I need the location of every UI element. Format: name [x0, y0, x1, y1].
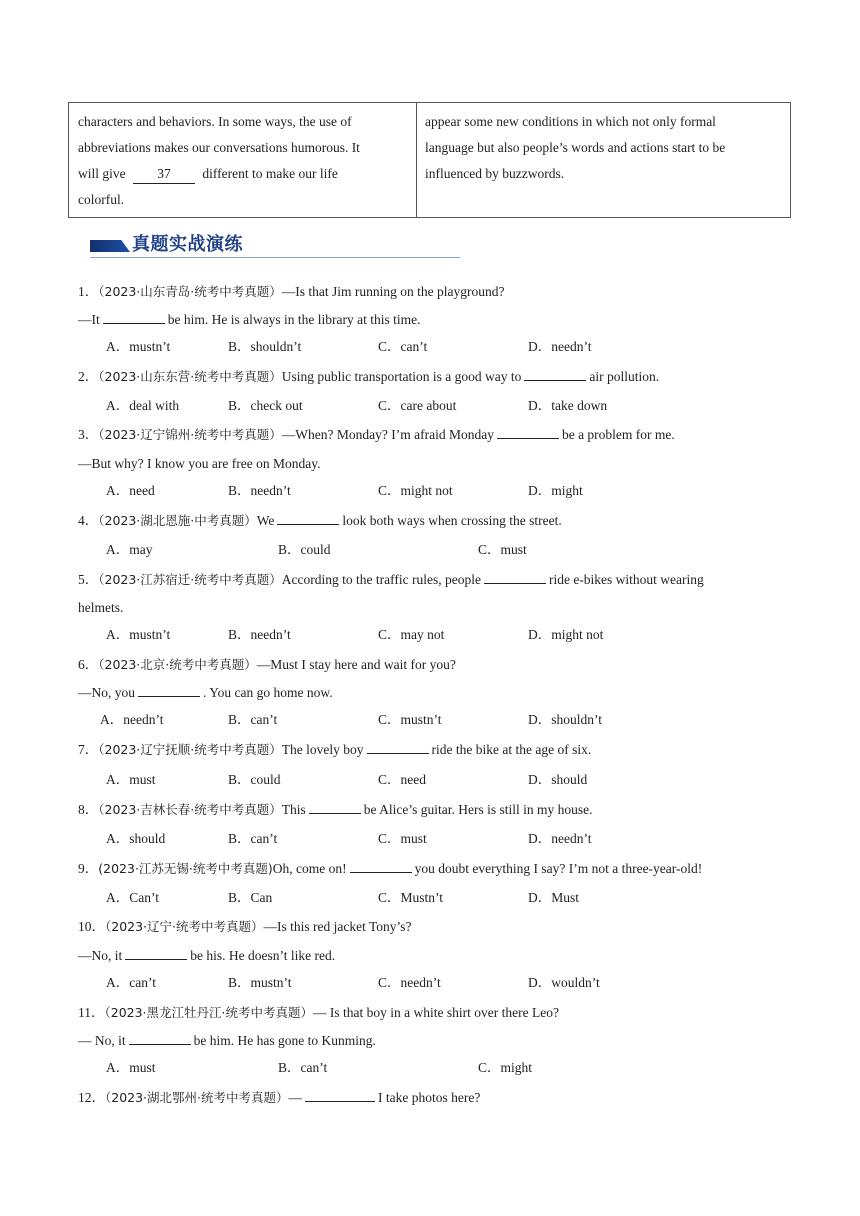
- answer-option[interactable]: A．needn’t: [100, 712, 164, 727]
- answer-option[interactable]: C．need: [378, 772, 426, 787]
- answer-option[interactable]: C．must: [478, 542, 527, 557]
- answer-option[interactable]: A．can’t: [106, 975, 156, 990]
- question-text: —Is that Jim running on the playground?: [281, 284, 505, 299]
- answer-option[interactable]: D．needn’t: [528, 831, 592, 846]
- answer-option[interactable]: D．should: [528, 772, 588, 787]
- answer-blank[interactable]: [103, 311, 165, 324]
- question-stem: [78, 283, 504, 301]
- question-continuation: [78, 1032, 376, 1050]
- question-text: The lovely boy: [281, 742, 364, 757]
- question-continuation: [78, 311, 420, 329]
- answer-option[interactable]: C．mustn’t: [378, 712, 442, 727]
- question-text: —Is this red jacket Tony’s?: [263, 919, 412, 934]
- answer-blank[interactable]: [524, 368, 586, 381]
- answer-blank[interactable]: [125, 947, 187, 960]
- answer-option[interactable]: B．can’t: [228, 712, 278, 727]
- question-stem: [78, 1004, 559, 1022]
- passage-line: characters and behaviors. In some ways, the use of: [78, 114, 352, 129]
- answer-option[interactable]: A．deal with: [106, 398, 180, 413]
- answer-option[interactable]: B．needn’t: [228, 483, 291, 498]
- question-number: 5．: [78, 572, 99, 587]
- question-source: （2023·辽宁锦州·统考中考真题）: [98, 427, 282, 442]
- question-stem: [78, 918, 412, 936]
- question-source: （2023·山东东营·统考中考真题）: [98, 369, 282, 384]
- answer-blank[interactable]: [367, 741, 429, 754]
- answer-option[interactable]: B．needn’t: [228, 627, 291, 642]
- answer-blank[interactable]: [129, 1032, 191, 1045]
- answer-option[interactable]: D．wouldn’t: [528, 975, 600, 990]
- answer-option[interactable]: C．can’t: [378, 339, 428, 354]
- answer-option[interactable]: B．can’t: [278, 1060, 328, 1075]
- question-text: be his. He doesn’t like red.: [190, 948, 336, 963]
- passage-left-column: [69, 103, 417, 217]
- question-stem: [78, 571, 704, 589]
- answer-blank[interactable]: [497, 426, 559, 439]
- question-stem: [78, 512, 562, 530]
- answer-option[interactable]: A．may: [106, 542, 153, 557]
- question-continuation: —But why? I know you are free on Monday.: [78, 456, 321, 471]
- question-text: We: [256, 513, 275, 528]
- answer-blank[interactable]: [277, 512, 339, 525]
- question-number: 8．: [78, 802, 99, 817]
- question-stem: [78, 860, 702, 878]
- question-source: （2023·江苏宿迁·统考中考真题）: [98, 572, 282, 587]
- passage-line: abbreviations makes our conversations humorous. It: [78, 140, 360, 155]
- answer-option[interactable]: C．might not: [378, 483, 453, 498]
- question-text: be a problem for me.: [561, 427, 675, 442]
- question-number: 7．: [78, 742, 99, 757]
- passage-right-column: [417, 103, 790, 217]
- banner-underline: [90, 257, 460, 258]
- question-stem: [78, 1089, 480, 1107]
- question-text: ride the bike at the age of six.: [431, 742, 592, 757]
- question-text: —No, it: [78, 948, 123, 963]
- answer-option[interactable]: B．could: [278, 542, 331, 557]
- question-source: （2023·山东青岛·统考中考真题）: [98, 284, 282, 299]
- answer-option[interactable]: D．might: [528, 483, 583, 498]
- question-text: —When? Monday? I’m afraid Monday: [281, 427, 494, 442]
- question-text: be him. He has gone to Kunming.: [193, 1033, 376, 1048]
- question-text: you doubt everything I say? I’m not a three-year-old!: [414, 861, 703, 876]
- answer-option[interactable]: A．mustn’t: [106, 339, 171, 354]
- question-text: Using public transportation is a good way to: [281, 369, 522, 384]
- question-text: be him. He is always in the library at this time.: [167, 312, 421, 327]
- answer-option[interactable]: A．must: [106, 1060, 156, 1075]
- passage-line: colorful.: [78, 192, 125, 207]
- answer-option[interactable]: C．Mustn’t: [378, 890, 444, 905]
- answer-option[interactable]: A．Can’t: [106, 890, 159, 905]
- question-text: — No, it: [78, 1033, 126, 1048]
- question-text: . You can go home now.: [203, 685, 333, 700]
- question-text: —: [288, 1090, 303, 1105]
- question-number: 2．: [78, 369, 99, 384]
- answer-blank[interactable]: [138, 684, 200, 697]
- question-number: 3．: [78, 427, 99, 442]
- passage-line: appear some new conditions in which not only formal: [425, 114, 716, 129]
- question-source: （2023·辽宁·统考中考真题）: [105, 919, 264, 934]
- passage-line: will give 37 different to make our life: [78, 161, 408, 187]
- answer-option[interactable]: D．might not: [528, 627, 604, 642]
- question-stem: [78, 368, 659, 386]
- answer-option[interactable]: B．shouldn’t: [228, 339, 302, 354]
- question-text: look both ways when crossing the street.: [342, 513, 562, 528]
- question-number: 1．: [78, 284, 99, 299]
- question-stem: [78, 426, 675, 444]
- answer-option[interactable]: D．take down: [528, 398, 608, 413]
- answer-option[interactable]: C．needn’t: [378, 975, 441, 990]
- answer-blank[interactable]: [305, 1089, 375, 1102]
- answer-blank[interactable]: [484, 571, 546, 584]
- question-text: I take photos here?: [378, 1090, 481, 1105]
- question-text: This: [281, 802, 306, 817]
- question-text: According to the traffic rules, people: [281, 572, 481, 587]
- answer-option[interactable]: B．can’t: [228, 831, 278, 846]
- question-source: （2023·辽宁抚顺·统考中考真题）: [98, 742, 282, 757]
- question-source: (2023·江苏无锡·统考中考真题): [98, 861, 273, 876]
- answer-option[interactable]: C．must: [378, 831, 427, 846]
- question-stem: [78, 741, 591, 759]
- passage-line: influenced by buzzwords.: [425, 166, 565, 181]
- answer-option[interactable]: A．mustn’t: [106, 627, 171, 642]
- question-continuation: [78, 684, 333, 702]
- question-number: 11．: [78, 1005, 105, 1020]
- answer-blank[interactable]: [309, 801, 361, 814]
- answer-option[interactable]: A．should: [106, 831, 166, 846]
- question-text: —No, you: [78, 685, 135, 700]
- question-text: —Must I stay here and wait for you?: [256, 657, 456, 672]
- answer-option[interactable]: C．care about: [378, 398, 457, 413]
- question-source: （2023·黑龙江牡丹江·统考中考真题）: [104, 1005, 314, 1020]
- answer-option[interactable]: D．shouldn’t: [528, 712, 603, 727]
- section-title: 真题实战演练: [132, 234, 243, 255]
- answer-option[interactable]: C．may not: [378, 627, 445, 642]
- answer-option[interactable]: A．must: [106, 772, 156, 787]
- question-continuation: [78, 947, 335, 965]
- question-continuation: helmets.: [78, 600, 124, 615]
- answer-option[interactable]: B．mustn’t: [228, 975, 292, 990]
- question-text: be Alice’s guitar. Hers is still in my house.: [363, 802, 593, 817]
- question-number: 6．: [78, 657, 99, 672]
- passage-table: [68, 102, 791, 218]
- answer-option[interactable]: C．might: [478, 1060, 533, 1075]
- question-source: （2023·吉林长春·统考中考真题）: [98, 802, 282, 817]
- question-stem: [78, 656, 456, 674]
- question-source: （2023·湖北鄂州·统考中考真题）: [105, 1090, 289, 1105]
- question-text: Oh, come on!: [272, 861, 347, 876]
- section-banner: [90, 233, 460, 259]
- answer-blank[interactable]: [350, 860, 412, 873]
- answer-option[interactable]: D．needn’t: [528, 339, 592, 354]
- question-number: 12．: [78, 1090, 105, 1105]
- question-text: —It: [78, 312, 100, 327]
- question-text: ride e-bikes without wearing: [548, 572, 704, 587]
- question-number: 10．: [78, 919, 105, 934]
- answer-option[interactable]: A．need: [106, 483, 155, 498]
- question-number: 4．: [78, 513, 99, 528]
- question-text: air pollution.: [589, 369, 660, 384]
- banner-bar-icon: [90, 240, 130, 252]
- passage-line: language but also people’s words and actions start to be: [425, 140, 726, 155]
- answer-option[interactable]: B．could: [228, 772, 281, 787]
- answer-option[interactable]: D．Must: [528, 890, 580, 905]
- blank-37[interactable]: 37: [133, 165, 195, 184]
- question-source: （2023·湖北恩施·中考真题）: [98, 513, 257, 528]
- question-stem: [78, 801, 593, 819]
- answer-option[interactable]: B．check out: [228, 398, 303, 413]
- answer-option[interactable]: B．Can: [228, 890, 273, 905]
- question-source: （2023·北京·统考中考真题）: [98, 657, 257, 672]
- question-number: 9．: [78, 861, 99, 876]
- question-text: — Is that boy in a white shirt over there Leo?: [313, 1005, 559, 1020]
